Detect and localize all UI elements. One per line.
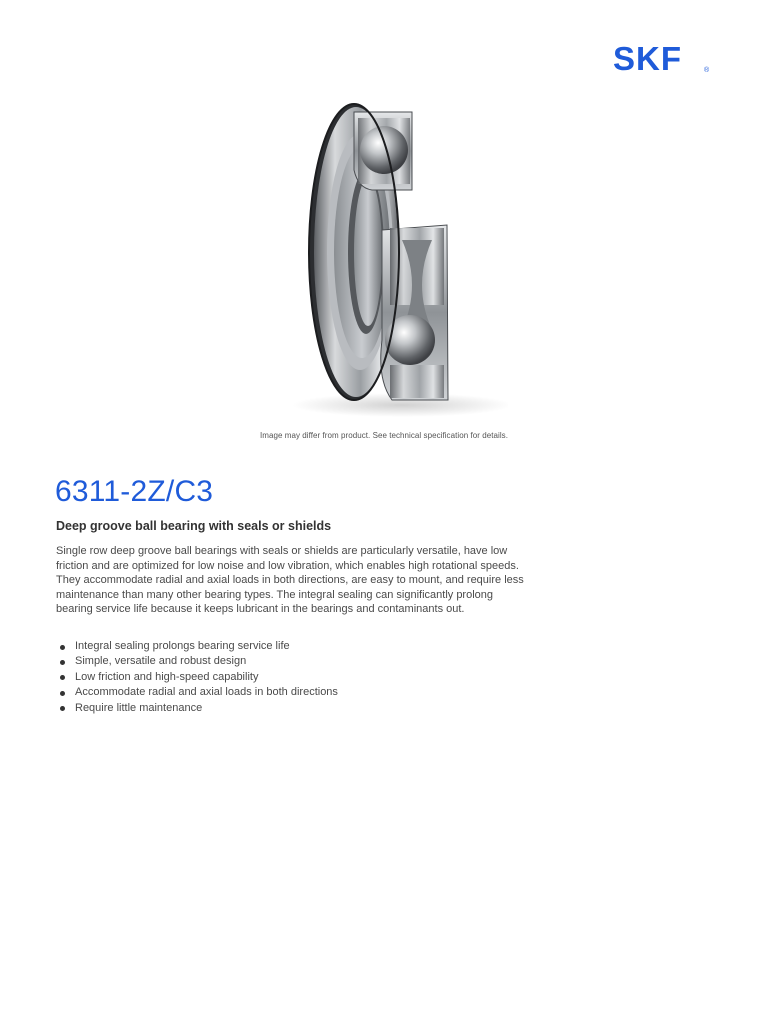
ball-bearing-cutaway-image <box>262 100 508 422</box>
bullet-icon <box>60 691 65 696</box>
feature-list <box>56 639 338 716</box>
feature-text: Simple, versatile and robust design <box>75 655 247 668</box>
registered-mark: ® <box>704 67 710 74</box>
product-code: 6311-2Z/C3 <box>55 475 214 508</box>
bullet-icon <box>60 660 65 665</box>
feature-text: Require little maintenance <box>75 701 203 714</box>
bullet-icon <box>60 675 65 680</box>
skf-logo-mark <box>612 42 714 74</box>
feature-item <box>56 654 338 669</box>
image-caption: Image may differ from product. See technical specification for details. <box>260 431 508 440</box>
feature-item <box>56 685 338 700</box>
feature-item <box>56 670 338 685</box>
skf-logo <box>612 42 714 74</box>
feature-text: Integral sealing prolongs bearing service life <box>75 640 290 652</box>
feature-item <box>56 701 338 716</box>
bullet-icon <box>60 706 65 711</box>
skf-logo-text: SKF <box>613 42 682 74</box>
product-description: Single row deep groove ball bearings with seals or shields are particularly versatile, have low friction and are optimized for low noise and low vibration, which enables high rotational speeds. They accommodate radial and axial loads in both directions, are easy to mount, and require less maintenance than many other bearing types. The integral sealing can significantly prolong bearing service life because it keeps lubricant in the bearings and contaminants out. <box>56 545 524 616</box>
bullet-icon <box>60 645 65 650</box>
feature-text: Accommodate radial and axial loads in both directions <box>75 686 338 699</box>
product-subtitle: Deep groove ball bearing with seals or shields <box>56 519 332 533</box>
feature-text: Low friction and high-speed capability <box>75 670 259 683</box>
bearing-image <box>262 100 508 422</box>
feature-item <box>56 639 338 654</box>
